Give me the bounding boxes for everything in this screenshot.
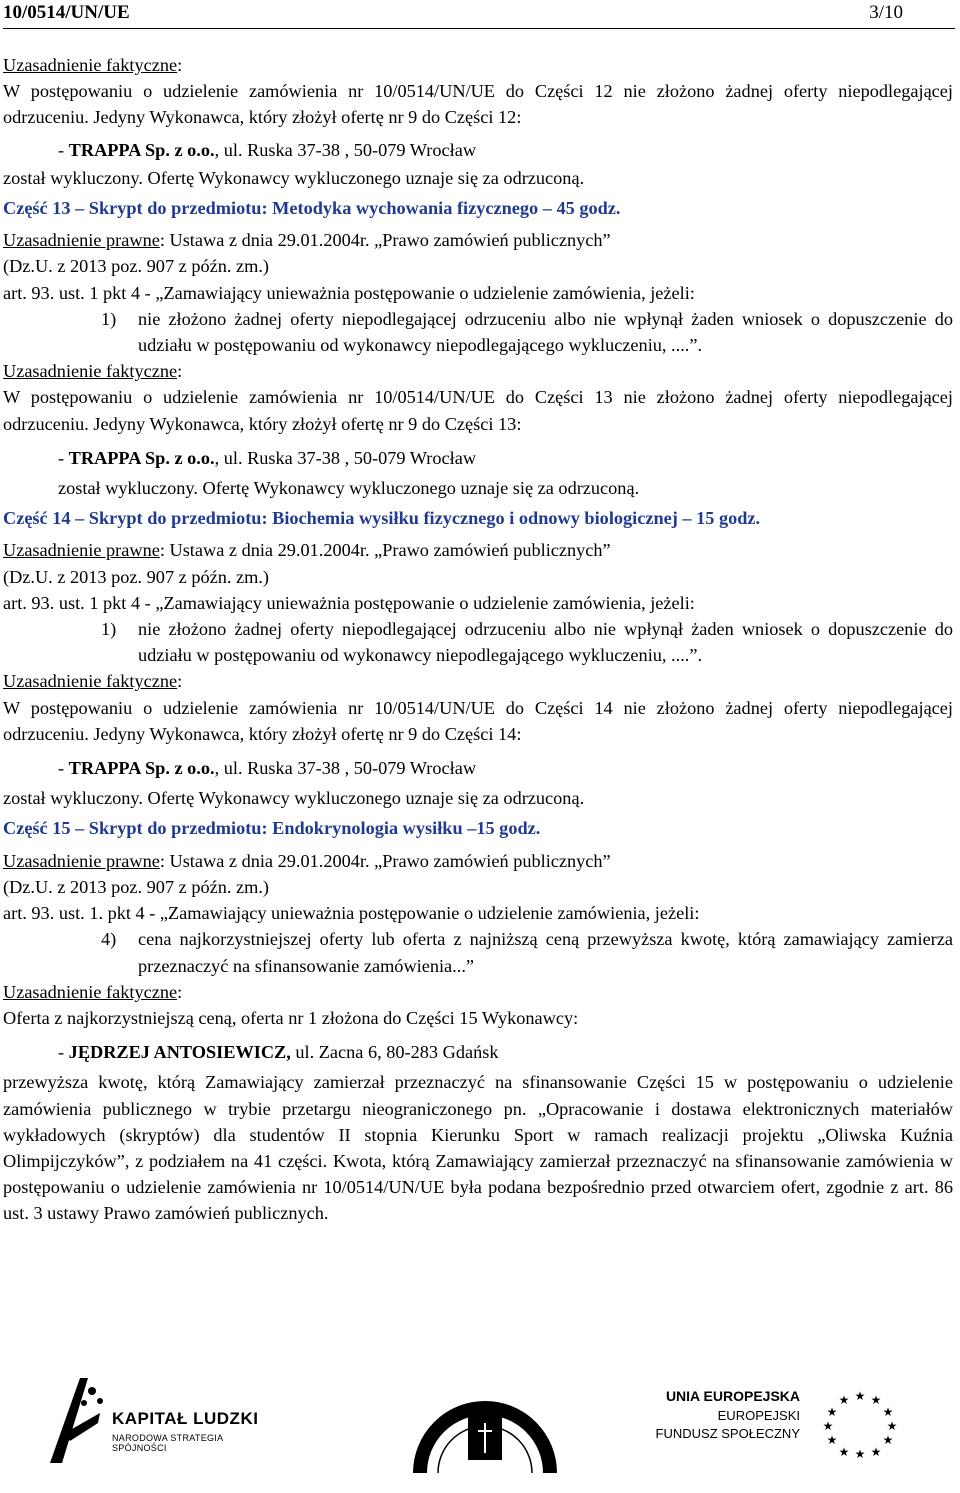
excluded-text: został wykluczony. Ofertę Wykonawcy wykluczonego uznaje się za odrzuconą.: [3, 167, 585, 188]
svg-text:★: ★: [886, 1419, 898, 1433]
bidder-name: TRAPPA Sp. z o.o.: [68, 758, 215, 779]
article-text: art. 93. ust. 1 pkt 4 - „Zamawiający unieważnia postępowanie o udzielenie zamówienia, jeżeli:: [3, 592, 695, 613]
eu-line-2: EUROPEJSKI: [717, 1408, 800, 1423]
document-number: 10/0514/UN/UE: [3, 2, 130, 23]
eu-flag-icon: [810, 1388, 910, 1458]
kl-subtitle: NARODOWA STRATEGIA SPÓJNOŚCI: [112, 1433, 223, 1453]
fact-label: Uzasadnienie faktyczne: [3, 361, 178, 382]
item-number: 4): [101, 929, 117, 950]
fact-label: Uzasadnienie faktyczne: [3, 55, 178, 75]
bidder-line: - TRAPPA Sp. z o.o., ul. Ruska 37-38 , 50-079 Wrocław: [58, 758, 477, 779]
article-text: art. 93. ust. 1 pkt 4 - „Zamawiający unieważnia postępowanie o udzielenie zamówienia, jeżeli:: [3, 282, 695, 303]
conclusion-text: przewyższa kwotę, którą Zamawiający zamierzał przeznaczyć na sfinansowanie Części 15 w postępowaniu o udzielenie zamówienia publicznego w trybie przetargu nieograniczonego pn. „Opracowanie i dostawa elektronicznych materiałów wykładowych (skryptów) dla studentów II stopnia Kierunku Sport w ramach realizacji projektu „Oliwska Kuźnia Olimpijczyków”, z podziałem na 41 części. Kwota, którą Zamawiający zamierzał przeznaczyć na sfinansowanie zamówienia w postępowaniu o udzielenie zamówienia nr 10/0514/UN/UE była podana bezpośrednio przed otwarciem ofert, zgodnie z art. 86 ust. 3 ustawy Prawo zamówień publicznych.: [3, 1072, 953, 1224]
kl-title: KAPITAŁ LUDZKI: [112, 1409, 259, 1428]
item-number: 1): [101, 619, 117, 640]
svg-text:★: ★: [826, 1433, 838, 1447]
item-text: nie złożono żadnej oferty niepodlegającej odrzuceniu albo nie wpłynął żaden wniosek o dopuszczenie do udziału w postępowaniu od wykonawcy niepodlegającego wykluczeniu, ....”.: [138, 619, 953, 666]
excluded-text: został wykluczony. Ofertę Wykonawcy wykluczonego uznaje się za odrzuconą.: [3, 788, 585, 809]
part-heading-14: Część 14 – Skrypt do przedmiotu: Biochemia wysiłku fizycznego i odnowy biologicznej – 15 godz.: [3, 508, 761, 529]
bidder-name: JĘDRZEJ ANTOSIEWICZ,: [68, 1042, 291, 1063]
svg-text:★: ★: [854, 1389, 866, 1403]
legal-label: Uzasadnienie prawne: [3, 230, 160, 251]
part-heading-13: Część 13 – Skrypt do przedmiotu: Metodyka wychowania fizycznego – 45 godz.: [3, 198, 621, 219]
eu-line-3: FUNDUSZ SPOŁECZNY: [655, 1426, 800, 1441]
legal-text: : Ustawa z dnia 29.01.2004r. „Prawo zamówień publicznych”: [159, 230, 611, 251]
part-heading-15: Część 15 – Skrypt do przedmiotu: Endokrynologia wysiłku –15 godz.: [3, 818, 541, 839]
page-footer: [0, 1353, 960, 1493]
academy-seal: [410, 1353, 560, 1478]
bidder-line: - TRAPPA Sp. z o.o., ul. Ruska 37-38 , 50-079 Wrocław: [58, 447, 477, 468]
fact-label: Uzasadnienie faktyczne: [3, 671, 178, 692]
page-number: 3/10: [869, 2, 903, 23]
article-text: art. 93. ust. 1. pkt 4 - „Zamawiający unieważnia postępowanie o udzielenie zamówienia, jeżeli:: [3, 903, 700, 924]
fact-text: W postępowaniu o udzielenie zamówienia nr 10/0514/UN/UE do Części 12 nie złożono żadnej oferty niepodlegającej odrzuceniu. Jedyny Wykonawca, który złożył ofertę nr 9 do Części 12:: [3, 81, 953, 128]
bidder-address: , ul. Ruska 37-38 , 50-079 Wrocław: [214, 139, 477, 160]
bidder-address: , ul. Ruska 37-38 , 50-079 Wrocław: [214, 447, 477, 468]
list-item: [3, 926, 953, 978]
legal-text-2: (Dz.U. z 2013 poz. 907 z późn. zm.): [3, 566, 270, 587]
svg-text:★: ★: [870, 1393, 882, 1407]
fact-text: W postępowaniu o udzielenie zamówienia nr 10/0514/UN/UE do Części 13 nie złożono żadnej oferty niepodlegającej odrzuceniu. Jedyny Wykonawca, który złożył ofertę nr 9 do Części 13:: [3, 387, 953, 434]
item-number: 1): [101, 308, 117, 329]
svg-text:★: ★: [882, 1405, 894, 1419]
fact-label: Uzasadnienie faktyczne: [3, 981, 178, 1002]
page-header: [3, 0, 955, 29]
svg-text:★: ★: [854, 1447, 866, 1458]
offer-text: Oferta z najkorzystniejszą ceną, oferta nr 1 złożona do Części 15 Wykonawcy:: [3, 1007, 579, 1028]
bidder-line: - TRAPPA Sp. z o.o., ul. Ruska 37-38 , 50-079 Wrocław: [58, 139, 477, 160]
legal-label: Uzasadnienie prawne: [3, 540, 160, 561]
kapital-ludzki-logo: [40, 1373, 270, 1473]
eu-line-1: UNIA EUROPEJSKA: [665, 1388, 800, 1404]
kapital-ludzki-mark-icon: [40, 1373, 110, 1468]
legal-text: : Ustawa z dnia 29.01.2004r. „Prawo zamówień publicznych”: [159, 540, 611, 561]
bidder-name: TRAPPA Sp. z o.o.: [68, 447, 215, 468]
svg-text:★: ★: [826, 1405, 838, 1419]
excluded-text: został wykluczony. Ofertę Wykonawcy wykluczonego uznaje się za odrzuconą.: [58, 478, 640, 499]
svg-text:★: ★: [838, 1445, 850, 1458]
legal-text: : Ustawa z dnia 29.01.2004r. „Prawo zamówień publicznych”: [159, 850, 611, 871]
svg-text:★: ★: [870, 1445, 882, 1458]
bidder-line: - JĘDRZEJ ANTOSIEWICZ, ul. Zacna 6, 80-283 Gdańsk: [58, 1042, 499, 1063]
legal-text-2: (Dz.U. z 2013 poz. 907 z późn. zm.): [3, 876, 270, 897]
list-item: [3, 616, 953, 668]
fact-text: W postępowaniu o udzielenie zamówienia nr 10/0514/UN/UE do Części 14 nie złożono żadnej oferty niepodlegającej odrzuceniu. Jedyny Wykonawca, który złożył ofertę nr 9 do Części 14:: [3, 697, 953, 744]
legal-label: Uzasadnienie prawne: [3, 850, 160, 871]
bidder-address: , ul. Ruska 37-38 , 50-079 Wrocław: [214, 758, 477, 779]
item-text: cena najkorzystniejszej oferty lub oferta z najniższą ceną przewyższa kwotę, którą zamawiający zamierza przeznaczyć na sfinansowanie zamówienia...”: [138, 929, 953, 976]
svg-text:★: ★: [838, 1393, 850, 1407]
bidder-address: ul. Zacna 6, 80-283 Gdańsk: [290, 1042, 499, 1063]
legal-text-2: (Dz.U. z 2013 poz. 907 z późn. zm.): [3, 256, 270, 277]
bidder-name: TRAPPA Sp. z o.o.: [68, 139, 215, 160]
document-body: Uzasadnienie faktyczne: W postępowaniu o udzielenie zamówienia nr 10/0514/UN/UE do Części 12 nie złożono żadnej oferty niepodlegającej odrzuceniu. Jedyny Wykonawca, który złożył ofertę nr 9 do Części 12: - TRAPPA Sp. z o.o., ul. Ruska 37-38 , 50-079 Wrocław został wykluczony. Ofertę Wykonawcy wykluczonego uznaje się za odrzuconą. Część 13 – Skrypt do przedmiotu: Metodyka wychowania fizycznego – 45 godz. Uzasadnienie prawne: Ustawa z dnia 29.01.2004r. „Prawo zamówień publicznych” (Dz.U. z 2013 poz. 907 z późn. zm.) art. 93. ust. 1 pkt 4 - „Zamawiający unieważnia postępowanie o udzielenie zamówienia, jeżeli: 1) nie złożono żadnej oferty niepodlegającej odrzuceniu albo nie wpłynął żaden wniosek o dopuszczenie do udziału w postępowaniu od wykonawcy niepodlegającego wykluczeniu, ....”. Uzasadnienie faktyczne: W postępowaniu o udzielenie zamówienia nr 10/0514/UN/UE do Części 13 nie złożono żadnej oferty niepodlegającej odrzuceniu. Jedyny Wykonawca, który złożył ofertę nr 9 do Części 13: - TRAPPA Sp. z o.o., ul. Ruska 37-38 , 50-079 Wrocław został wykluczony. Ofertę Wykonawcy wykluczonego uznaje się za odrzuconą. Część 14 – Skrypt do przedmiotu: Biochemia wysiłku fizycznego i odnowy biologicznej – 15 godz. Uzasadnienie prawne: Ustawa z dnia 29.01.2004r. „Prawo zamówień publicznych” (Dz.U. z 2013 poz. 907 z późn. zm.) art. 93. ust. 1 pkt 4 - „Zamawiający unieważnia postępowanie o udzielenie zamówienia, jeżeli: 1) nie złożono żadnej oferty niepodlegającej odrzuceniu albo nie wpłynął żaden wniosek o dopuszczenie do udziału w postępowaniu od wykonawcy niepodlegającego wykluczeniu, ....”. Uzasadnienie faktyczne: W postępowaniu o udzielenie zamówienia nr 10/0514/UN/UE do Części 14 nie złożono żadnej oferty niepodlegającej odrzuceniu. Jedyny Wykonawca, który złożył ofertę nr 9 do Części 14: - TRAPPA Sp. z o.o., ul. Ruska 37-38 , 50-079 Wrocław został wykluczony. Ofertę Wykonawcy wykluczonego uznaje się za odrzuconą. Część 15 – Skrypt do przedmiotu: Endokrynologia wysiłku –15 godz. Uzasadnienie prawne: Ustawa z dnia 29.01.2004r. „Prawo zamówień publicznych” (Dz.U. z 2013 poz. 907 z późn. zm.) art. 93. ust. 1. pkt 4 - „Zamawiający unieważnia postępowanie o udzielenie zamówienia, jeżeli: 4) cena najkorzystniejszej oferty lub oferta z najniższą ceną przewyższa kwotę, którą zamawiający zamierza przeznaczyć na sfinansowanie zamówienia...” Uzasadnienie faktyczne: Oferta z najkorzystniejszą ceną, oferta nr 1 złożona do Części 15 Wykonawcy: - JĘDRZEJ ANTOSIEWICZ, ul. Zacna 6, 80-283 Gdańsk przewyższa kwotę, którą Zamawiający zamierzał przeznaczyć na sfinansowanie Części 15 w postępowaniu o udzielenie zamówienia publicznego w trybie przetargu nieograniczonego pn. „Opracowanie i dostawa elektronicznych materiałów wykładowych (skryptów) dla studentów II stopnia Kierunku Sport w ramach realizacji projektu „Oliwska Kuźnia Olimpijczyków”, z podziałem na 41 części. Kwota, którą Zamawiający zamierzał przeznaczyć na sfinansowanie zamówienia w postępowaniu o udzielenie zamówienia nr 10/0514/UN/UE była podana bezpośrednio przed otwarciem ofert, zgodnie z art. 86 ust. 3 ustawy Prawo zamówień publicznych.: [3, 52, 953, 1227]
item-text: nie złożono żadnej oferty niepodlegającej odrzuceniu albo nie wpłynął żaden wniosek o dopuszczenie do udziału w postępowaniu od wykonawcy niepodlegającego wykluczeniu, ....”.: [138, 308, 953, 356]
list-item: [3, 306, 953, 358]
eu-logo: [655, 1388, 910, 1478]
svg-text:★: ★: [882, 1433, 894, 1447]
svg-text:★: ★: [822, 1419, 834, 1433]
academy-seal-icon: [410, 1353, 560, 1478]
